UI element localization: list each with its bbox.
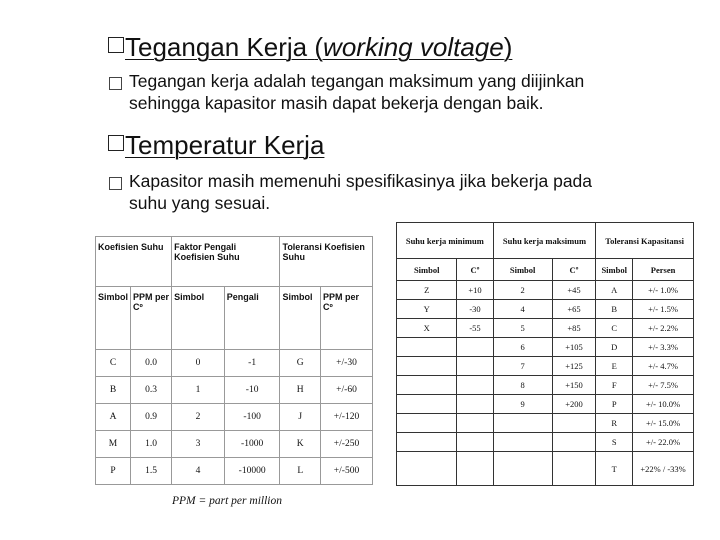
table-cell: 8 — [493, 376, 552, 395]
paragraph-line: sehingga kapasitor masih dapat bekerja dengan baik. — [129, 93, 544, 113]
table-cell: S — [596, 433, 633, 452]
table-cell: 0.9 — [131, 404, 172, 431]
bullet-icon — [109, 177, 122, 190]
temperature-coefficient-table — [95, 236, 373, 485]
table-cell — [397, 357, 457, 376]
table-cell: +105 — [552, 338, 596, 357]
table-cell — [493, 433, 552, 452]
column-header: Cº — [552, 259, 596, 281]
table-cell: 1 — [172, 377, 225, 404]
paragraph-line: suhu yang sesuai. — [129, 193, 271, 213]
table-cell: +45 — [552, 281, 596, 300]
bullet-working-voltage — [129, 70, 584, 114]
group-header: Suhu kerja maksimum — [493, 223, 596, 259]
table-cell: +/-250 — [320, 431, 372, 458]
table-cell — [457, 376, 493, 395]
table-caption: PPM = part per million — [172, 495, 282, 507]
table-cell: 4 — [493, 300, 552, 319]
table-cell — [457, 395, 493, 414]
heading-main-text: Tegangan Kerja — [125, 32, 308, 62]
table-cell: +125 — [552, 357, 596, 376]
table-cell: A — [596, 281, 633, 300]
bullet-box-icon — [108, 37, 124, 53]
table-cell: +/- 1.0% — [633, 281, 694, 300]
table-cell: A — [96, 404, 131, 431]
table-cell — [397, 395, 457, 414]
table-cell: J — [280, 404, 321, 431]
table-cell: +22% / -33% — [633, 452, 694, 486]
table-cell: L — [280, 458, 321, 485]
table-cell: -30 — [457, 300, 493, 319]
table-cell: +85 — [552, 319, 596, 338]
bullet-icon — [109, 77, 122, 90]
column-header: PPM per Cº — [131, 287, 172, 350]
heading-paren-close: ) — [503, 32, 513, 62]
table-cell — [457, 433, 493, 452]
group-header: Faktor Pengali Koefisien Suhu — [172, 237, 280, 287]
table-cell — [552, 414, 596, 433]
table-cell: B — [596, 300, 633, 319]
heading-paren-open: ( — [314, 32, 324, 62]
bullet-working-temperature — [129, 170, 592, 214]
table-cell: +/-60 — [320, 377, 372, 404]
table-cell: -10 — [224, 377, 280, 404]
table-cell: 1.5 — [131, 458, 172, 485]
table-cell: P — [96, 458, 131, 485]
table-cell: 0 — [172, 350, 225, 377]
table-cell — [552, 452, 596, 486]
column-header: Pengali — [224, 287, 280, 350]
table-cell: Z — [397, 281, 457, 300]
heading-working-temperature — [108, 130, 324, 160]
column-header: Simbol — [172, 287, 225, 350]
table-cell — [397, 452, 457, 486]
column-header: Simbol — [96, 287, 131, 350]
table-cell: E — [596, 357, 633, 376]
table-cell: -10000 — [224, 458, 280, 485]
table-cell — [493, 414, 552, 433]
table-cell: -1 — [224, 350, 280, 377]
table-cell: 9 — [493, 395, 552, 414]
heading-main-text: Temperatur Kerja — [125, 130, 325, 160]
paragraph-line: Kapasitor masih memenuhi spesifikasinya jika bekerja pada — [129, 171, 593, 191]
heading-italic-text: working voltage — [323, 32, 504, 62]
table-cell: K — [280, 431, 321, 458]
table-cell: 7 — [493, 357, 552, 376]
table-cell: +10 — [457, 281, 493, 300]
table-cell: C — [596, 319, 633, 338]
table-cell: -55 — [457, 319, 493, 338]
table-cell: R — [596, 414, 633, 433]
bullet-box-icon — [108, 135, 124, 151]
column-header: Persen — [633, 259, 694, 281]
table-cell: +/-120 — [320, 404, 372, 431]
table-cell — [397, 338, 457, 357]
table-cell: F — [596, 376, 633, 395]
table-cell: C — [96, 350, 131, 377]
table-cell: +/- 2.2% — [633, 319, 694, 338]
column-header: PPM per Cº — [320, 287, 372, 350]
table-cell: 4 — [172, 458, 225, 485]
table-cell — [552, 433, 596, 452]
table-cell: +150 — [552, 376, 596, 395]
column-header: Simbol — [280, 287, 321, 350]
table-cell — [397, 414, 457, 433]
table-cell: 1.0 — [131, 431, 172, 458]
table-cell: 2 — [493, 281, 552, 300]
table-cell: +/-30 — [320, 350, 372, 377]
table-cell: T — [596, 452, 633, 486]
paragraph-line: Tegangan kerja adalah tegangan maksimum yang diijinkan — [129, 71, 585, 91]
group-header: Toleransi Koefisien Suhu — [280, 237, 373, 287]
column-header: Simbol — [493, 259, 552, 281]
table-cell: +200 — [552, 395, 596, 414]
table-cell — [457, 357, 493, 376]
table-cell: 5 — [493, 319, 552, 338]
column-header: Simbol — [596, 259, 633, 281]
table-cell: 6 — [493, 338, 552, 357]
table-cell: B — [96, 377, 131, 404]
table-cell: +/- 3.3% — [633, 338, 694, 357]
table-cell — [457, 414, 493, 433]
table-cell: 2 — [172, 404, 225, 431]
table-cell: +/- 4.7% — [633, 357, 694, 376]
table-cell: P — [596, 395, 633, 414]
table-cell: 0.0 — [131, 350, 172, 377]
table-cell: +/- 10.0% — [633, 395, 694, 414]
heading-working-voltage — [108, 32, 512, 62]
table-cell: H — [280, 377, 321, 404]
table-cell — [397, 376, 457, 395]
table-cell: +/- 1.5% — [633, 300, 694, 319]
table-cell — [397, 433, 457, 452]
table-cell — [457, 338, 493, 357]
table-cell: +/- 15.0% — [633, 414, 694, 433]
table-cell: +/- 7.5% — [633, 376, 694, 395]
table-cell: Y — [397, 300, 457, 319]
table-cell: M — [96, 431, 131, 458]
table-cell: 0.3 — [131, 377, 172, 404]
table-cell — [457, 452, 493, 486]
table-cell: 3 — [172, 431, 225, 458]
group-header: Toleransi Kapasitansi — [596, 223, 694, 259]
table-cell: D — [596, 338, 633, 357]
table-cell: +/- 22.0% — [633, 433, 694, 452]
table-cell: -1000 — [224, 431, 280, 458]
table-cell — [493, 452, 552, 486]
capacitor-tolerance-table — [396, 222, 694, 486]
group-header: Suhu kerja minimum — [397, 223, 494, 259]
table-cell: X — [397, 319, 457, 338]
column-header: Cº — [457, 259, 493, 281]
table-cell: G — [280, 350, 321, 377]
table-cell: +/-500 — [320, 458, 372, 485]
table-cell: +65 — [552, 300, 596, 319]
column-header: Simbol — [397, 259, 457, 281]
table-cell: -100 — [224, 404, 280, 431]
group-header: Koefisien Suhu — [96, 237, 172, 287]
